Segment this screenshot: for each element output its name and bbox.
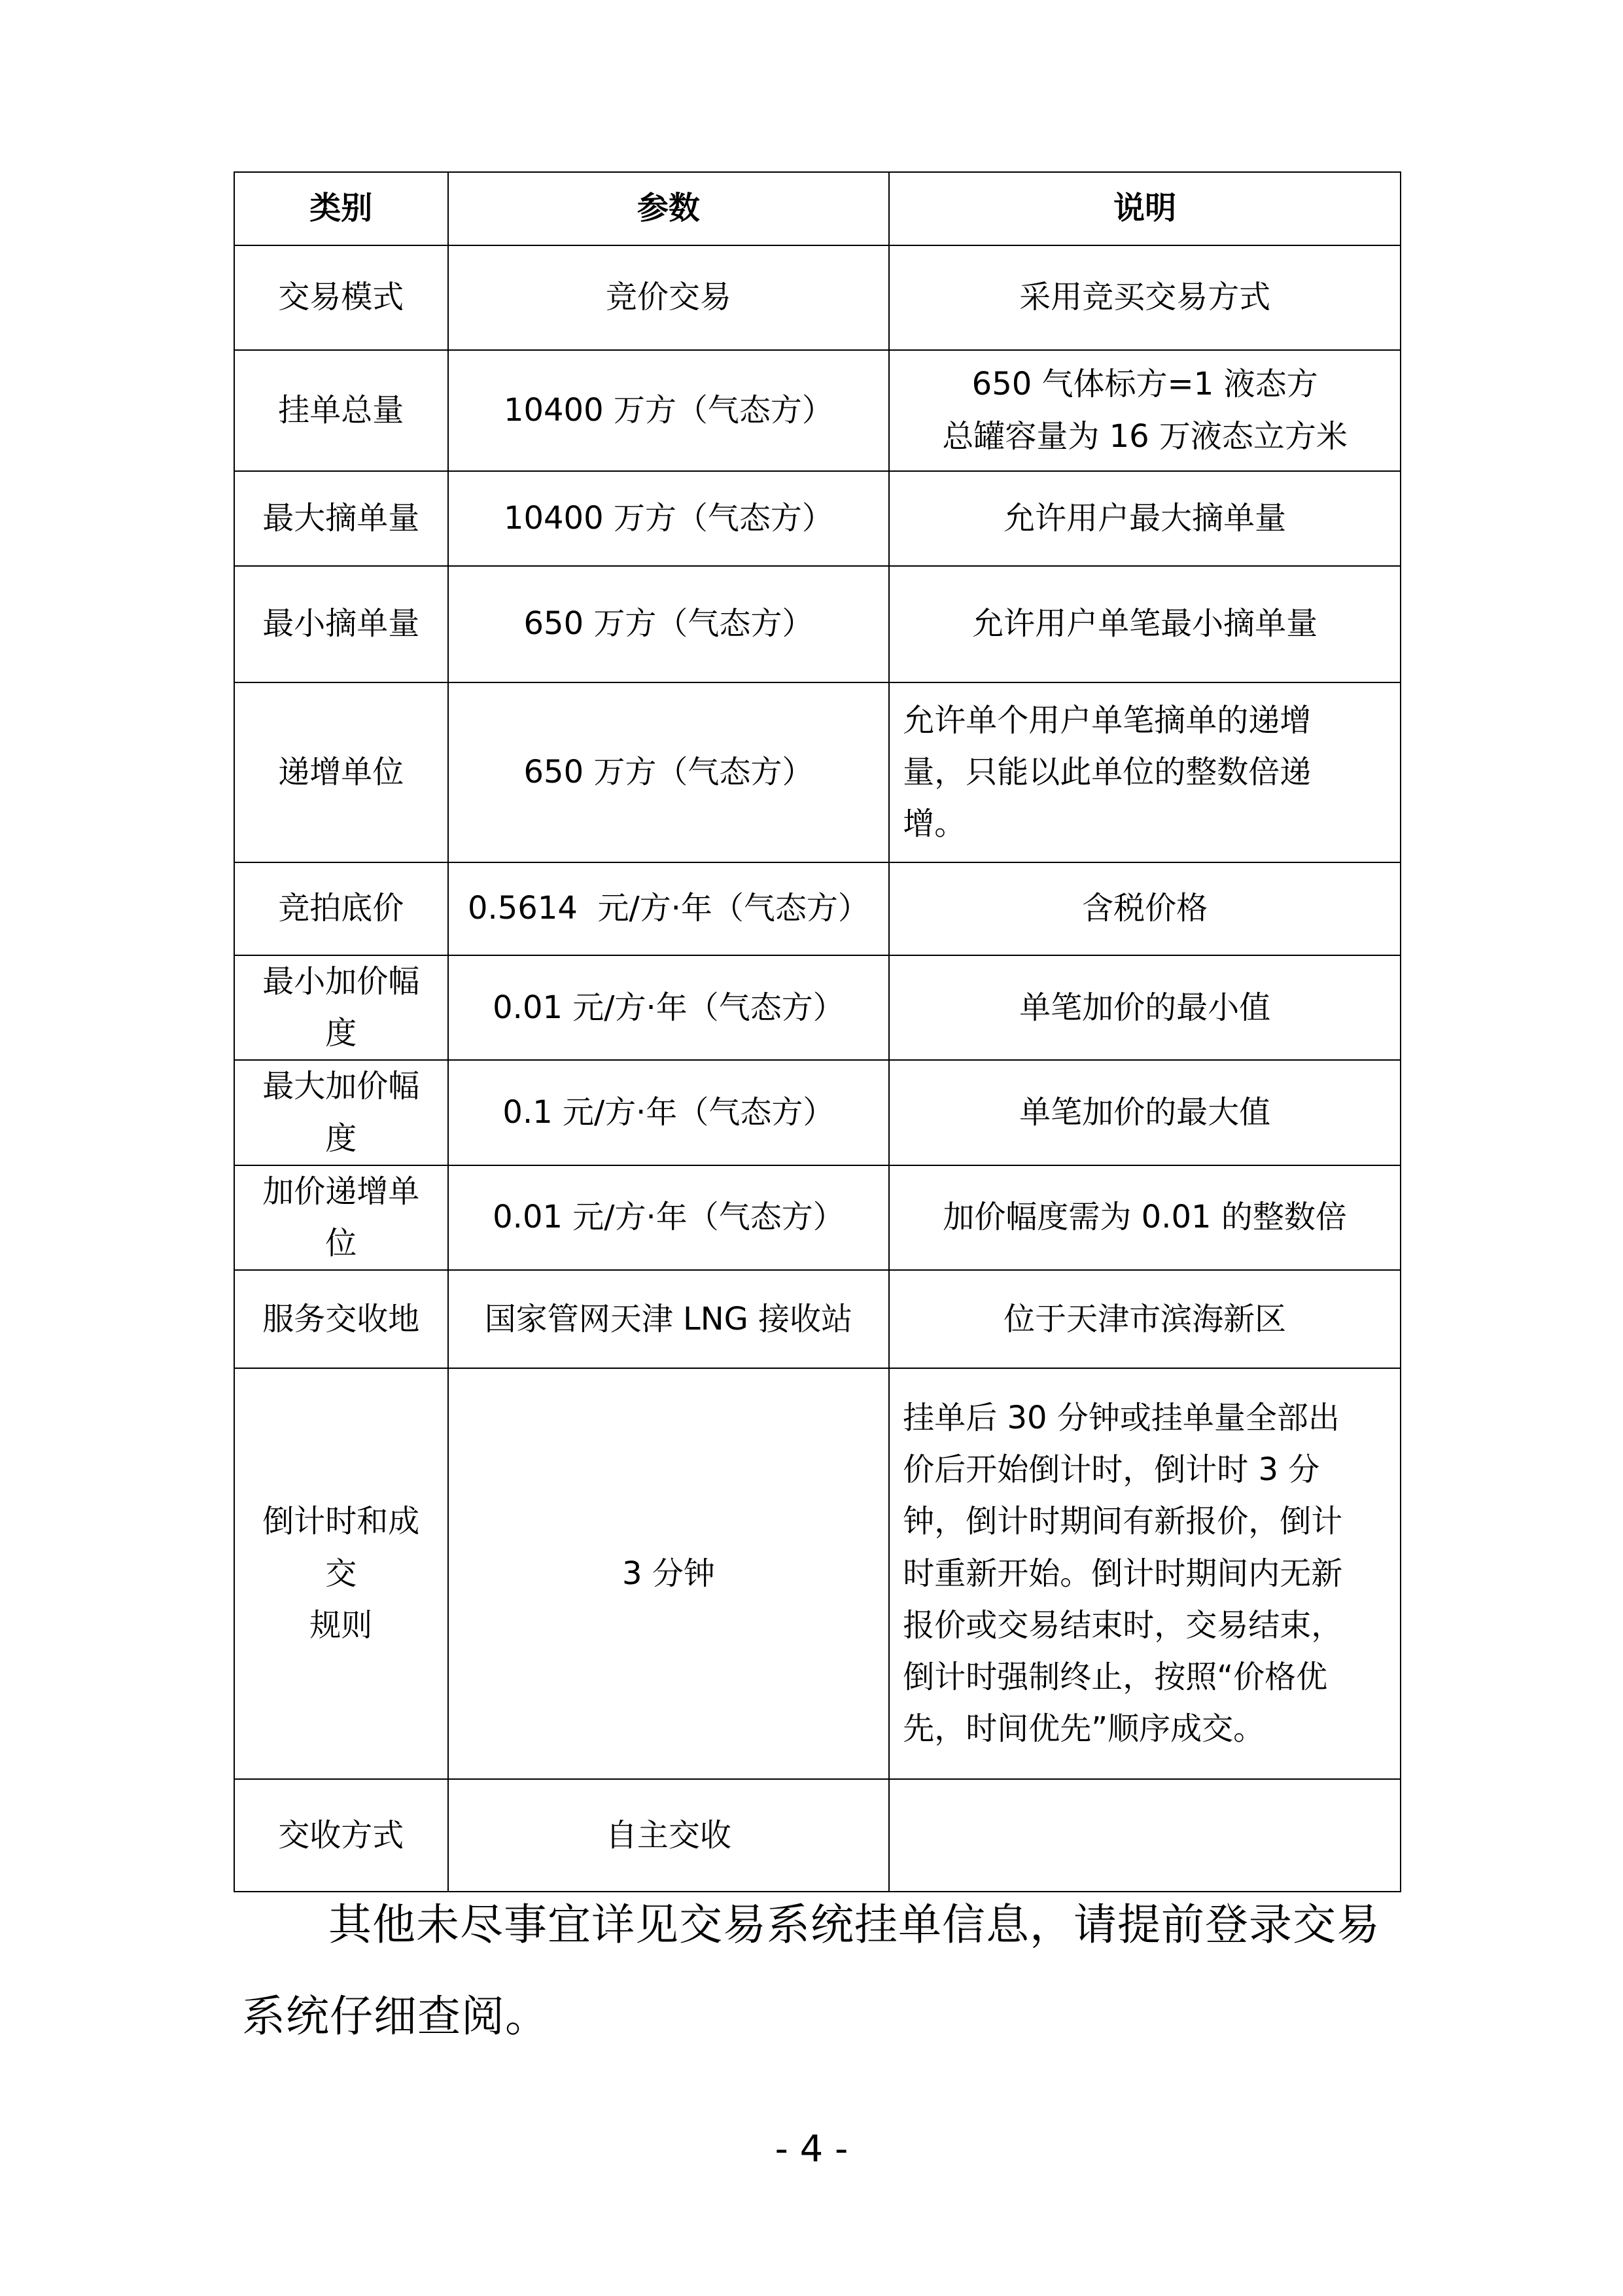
cell-category: 服务交收地: [234, 1270, 448, 1368]
cell-param: 国家管网天津 LNG 接收站: [448, 1270, 890, 1368]
cell-desc: [889, 1270, 1401, 1368]
cell-param: 0.01 元/方·年（气态方）: [448, 955, 890, 1060]
cell-category: 最大摘单量: [234, 471, 448, 566]
desc-line: 650 气体标方=1 液态方: [971, 366, 1318, 403]
desc-line: 加价幅度需为 0.01 的整数倍: [943, 1199, 1347, 1236]
header-category: 类别: [234, 172, 448, 245]
cell-desc: [889, 471, 1401, 566]
table-row: [234, 350, 1401, 471]
table-row: [234, 862, 1401, 955]
desc-line: 先，时间优先”顺序成交。: [903, 1710, 1265, 1748]
page-number: - 4 -: [775, 2128, 848, 2170]
table-row: [234, 1165, 1401, 1270]
cell-param: 10400 万方（气态方）: [448, 350, 890, 471]
cell-category: 交收方式: [234, 1779, 448, 1892]
parameter-table: [234, 171, 1401, 1892]
table-row: [234, 682, 1401, 862]
desc-line: 允许单个用户单笔摘单的递增: [903, 701, 1312, 739]
table-row: [234, 1060, 1401, 1165]
desc-line: 总罐容量为 16 万液态立方米: [942, 417, 1348, 455]
cell-param: 0.01 元/方·年（气态方）: [448, 1165, 890, 1270]
closing-note: 其他未尽事宜详见交易系统挂单信息，请提前登录交易系统仔细查阅。: [242, 1899, 1380, 2041]
cell-category: 最大加价幅度: [234, 1060, 448, 1165]
cell-desc: [889, 862, 1401, 955]
cell-param: 0.5614 元/方·年（气态方）: [448, 862, 890, 955]
cell-category: 挂单总量: [234, 350, 448, 471]
desc-line: 允许用户单笔最小摘单量: [972, 605, 1318, 643]
desc-line: 允许用户最大摘单量: [1003, 499, 1287, 537]
table-row: [234, 1779, 1401, 1892]
desc-line: 挂单后 30 分钟或挂单量全部出: [903, 1399, 1340, 1436]
cell-param: 自主交收: [448, 1779, 890, 1892]
cell-desc: [889, 1060, 1401, 1165]
header-param: 参数: [448, 172, 890, 245]
cell-category: 递增单位: [234, 682, 448, 862]
cell-desc: [889, 1779, 1401, 1892]
cell-param: 3 分钟: [448, 1368, 890, 1779]
cell-category: 最小摘单量: [234, 566, 448, 682]
cell-category: 倒计时和成交 规则: [234, 1368, 448, 1779]
desc-line: 单笔加价的最大值: [1019, 1093, 1271, 1131]
cell-category: 竞拍底价: [234, 862, 448, 955]
table-row: [234, 566, 1401, 682]
cell-param: 650 万方（气态方）: [448, 682, 890, 862]
desc-line: 量，只能以此单位的整数倍递: [903, 753, 1312, 790]
header-desc: 说明: [889, 172, 1401, 245]
desc-line: 含税价格: [1082, 890, 1208, 927]
cell-desc: [889, 566, 1401, 682]
desc-line: 价后开始倒计时，倒计时 3 分: [903, 1451, 1320, 1489]
desc-line: 增。: [903, 805, 966, 843]
desc-line: 位于天津市滨海新区: [1003, 1300, 1287, 1337]
cell-param: 650 万方（气态方）: [448, 566, 890, 682]
desc-line: 报价或交易结束时，交易结束，: [903, 1606, 1343, 1644]
table-row: [234, 1270, 1401, 1368]
desc-line: 倒计时强制终止，按照“价格优: [903, 1658, 1328, 1695]
desc-line: 采用竞买交易方式: [1019, 279, 1271, 316]
table-row: [234, 471, 1401, 566]
table-row: [234, 1368, 1401, 1779]
cell-desc: [889, 955, 1401, 1060]
cell-desc: [889, 350, 1401, 471]
table-header-row: [234, 172, 1401, 245]
cell-desc: [889, 682, 1401, 862]
table-row: [234, 245, 1401, 350]
cell-param: 0.1 元/方·年（气态方）: [448, 1060, 890, 1165]
table-row: [234, 955, 1401, 1060]
cell-param: 10400 万方（气态方）: [448, 471, 890, 566]
desc-line: 单笔加价的最小值: [1019, 989, 1271, 1026]
cell-param: 竞价交易: [448, 245, 890, 350]
cell-desc: [889, 1368, 1401, 1779]
cell-desc: [889, 245, 1401, 350]
cell-category: 最小加价幅度: [234, 955, 448, 1060]
desc-line: 时重新开始。倒计时期间内无新: [903, 1555, 1343, 1592]
desc-line: 钟，倒计时期间有新报价，倒计: [903, 1503, 1343, 1540]
cell-category: 交易模式: [234, 245, 448, 350]
cell-category: 加价递增单位: [234, 1165, 448, 1270]
cell-desc: [889, 1165, 1401, 1270]
table-body: [234, 245, 1401, 1892]
